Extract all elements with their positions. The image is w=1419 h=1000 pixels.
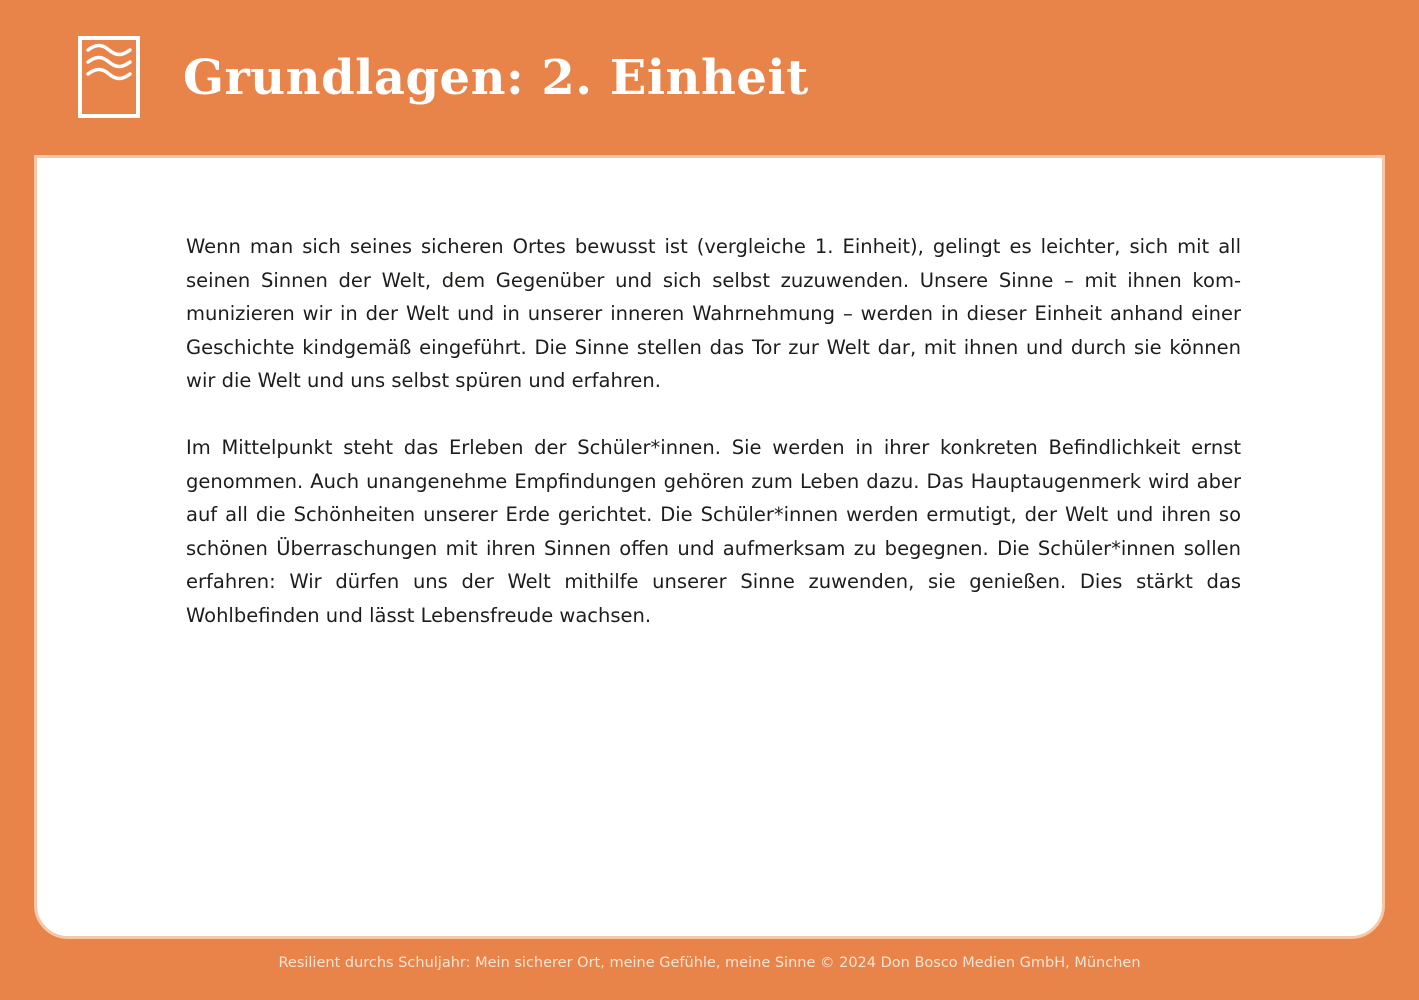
paragraph-focus: Im Mittelpunkt steht das Erleben der Schüler*innen. Sie werden in ihrer konkreten Befindlichkeit ernst genommen. Auch unangenehme Empfindungen gehören zum Leben dazu. Das Hauptaugenmerk wird aber auf all die Schönheiten unserer Erde gerichtet. Die Schüler*innen werden ermutigt, der Welt und ihren so schönen Überraschungen mit ihren Sinnen offen und aufmerksam zu begegnen. Die Schüler*innen sollen erfahren: Wir dürfen uns der Welt mithilfe unserer Sinne zuwenden, sie genießen. Dies stärkt das Wohlbefinden und lässt Lebensfreude wachsen. <box>186 436 1241 627</box>
document-waves-icon <box>78 36 140 118</box>
paragraph-intro: Wenn man sich seines sicheren Ortes bewusst ist (vergleiche 1. Einheit), gelingt es leichter, sich mit all seinen Sinnen der Welt, dem Gegenüber und sich selbst zuzuwenden. Unsere Sinne – mit ihnen kommunizieren wir in der Welt und in unserer inneren Wahrnehmung – werden in dieser Einheit anhand einer Geschichte kindgemäß eingeführt. Die Sinne stellen das Tor zur Welt dar, mit ihnen und durch sie können wir die Welt und uns selbst spüren und erfahren. <box>186 235 1241 392</box>
content-card <box>34 155 1385 939</box>
body-text <box>186 230 1241 666</box>
page-title: Grundlagen: 2. Einheit <box>183 50 809 106</box>
footer-copyright: Resilient durchs Schuljahr: Mein sicherer Ort, meine Gefühle, meine Sinne © 2024 Don Bosco Medien GmbH, München <box>278 955 1141 971</box>
